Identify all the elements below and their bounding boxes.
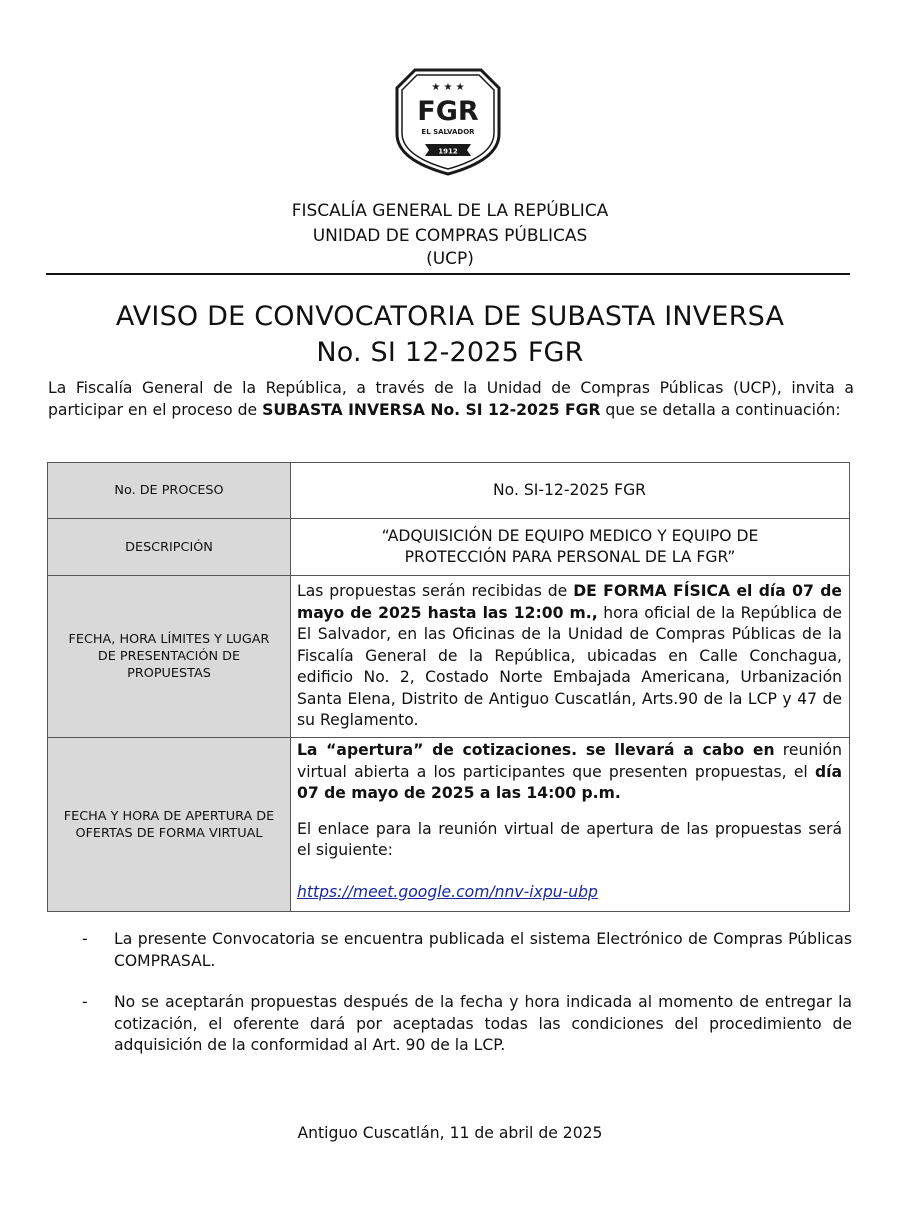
opening-datetime: día 07 de mayo de 2025 a las 14:00 p.m. — [297, 762, 842, 802]
meeting-link-intro: El enlace para la reunión virtual de apertura de las propuestas será el siguiente: — [297, 819, 842, 859]
notice-number: No. SI 12-2025 FGR — [316, 337, 584, 368]
place-and-date: Antiguo Cuscatlán, 11 de abril de 2025 — [297, 1124, 603, 1142]
table-row — [48, 519, 850, 576]
header-unit: UNIDAD DE COMPRAS PÚBLICAS — [312, 226, 588, 246]
logo-stars: ★ ★ ★ — [431, 82, 465, 93]
header-abbreviation: (UCP) — [426, 249, 474, 269]
opening-label: FECHA Y HORA DE APERTURA DE OFERTAS DE FORMA VIRTUAL — [48, 738, 291, 912]
list-item — [82, 992, 852, 1057]
bullet-dash: - — [82, 930, 88, 948]
logo-initials: FGR — [417, 96, 479, 127]
meeting-link[interactable]: https://meet.google.com/nnv-ixpu-ubp — [297, 882, 598, 901]
opening-value — [291, 738, 850, 912]
list-item — [82, 929, 852, 972]
process-number-value: No. SI-12-2025 FGR — [291, 463, 850, 519]
logo-country: EL SALVADOR — [421, 128, 475, 136]
deadline-text-end: hora oficial de la República de El Salvador, en las Oficinas de la Unidad de Compras Públicas de la Fiscalía General de la República, ubicadas en Calle Conchagua, edificio No. 2, Costado Norte Embajada Americana, Urbanización Santa Elena, Distrito de Antiguo Cuscatlán, Arts.90 de la LCP y 47 de su Reglamento. — [297, 603, 842, 730]
meeting-link-line — [297, 882, 842, 904]
header-institution: FISCALÍA GENERAL DE LA REPÚBLICA — [291, 201, 609, 221]
process-table — [47, 462, 850, 912]
deadline-label: FECHA, HORA LÍMITES Y LUGAR DE PRESENTACIÓN DE PROPUESTAS — [48, 576, 291, 738]
opening-bold-intro: La “apertura” de cotizaciones. se llevará a cabo en — [297, 741, 775, 759]
table-row — [48, 576, 850, 738]
process-number-label: No. DE PROCESO — [48, 463, 291, 519]
bullet-text-conditions: No se aceptarán propuestas después de la fecha y hora indicada al momento de entregar la cotización, el oferente dará por aceptadas todas las condiciones del procedimiento de adquisición de la conformidad al Art. 90 de la LCP. — [114, 993, 852, 1054]
table-row — [48, 738, 850, 912]
table-row — [48, 463, 850, 519]
deadline-value — [291, 576, 850, 738]
bullet-text-publication: La presente Convocatoria se encuentra publicada el sistema Electrónico de Compras Públicas COMPRASAL. — [114, 930, 852, 970]
notice-title: AVISO DE CONVOCATORIA DE SUBASTA INVERSA — [115, 301, 785, 332]
intro-text-end: que se detalla a continuación: — [600, 400, 841, 419]
opening-text-mid: reunión virtual abierta a los participantes que presenten propuestas, el — [297, 741, 842, 781]
description-value: “ADQUISICIÓN DE EQUIPO MEDICO Y EQUIPO DE PROTECCIÓN PARA PERSONAL DE LA FGR” — [291, 519, 850, 576]
opening-paragraph — [297, 740, 842, 805]
deadline-datetime: DE FORMA FÍSICA el día 07 de mayo de 2025 hasta las 12:00 m., — [297, 582, 843, 622]
intro-process-name: SUBASTA INVERSA No. SI 12-2025 FGR — [262, 400, 601, 419]
fgr-logo — [395, 68, 501, 176]
logo-year: 1912 — [438, 147, 458, 156]
description-label: DESCRIPCIÓN — [48, 519, 291, 576]
header-divider — [46, 273, 850, 275]
bullet-dash: - — [82, 993, 88, 1011]
intro-paragraph — [48, 378, 854, 421]
deadline-text-start: Las propuestas serán recibidas de — [297, 582, 574, 601]
intro-text-start: La Fiscalía General de la República, a través de la Unidad de Compras Públicas (UCP), invita a participar en el proceso de — [48, 379, 854, 419]
